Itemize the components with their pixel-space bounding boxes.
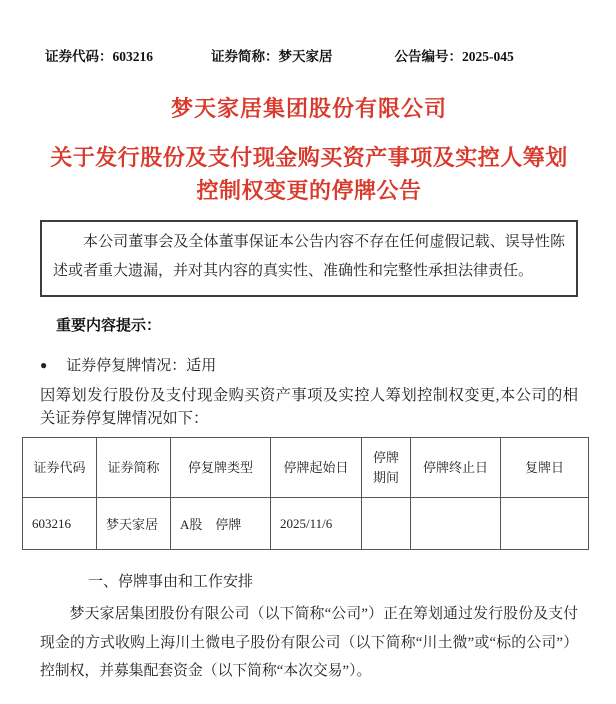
table-row <box>23 498 589 550</box>
col-header-stock-name: 证券简称 <box>97 438 171 498</box>
announcement-title <box>40 141 578 207</box>
col-header-end-date: 停牌终止日 <box>411 438 501 498</box>
suspension-reason-paragraph: 因筹划发行股份及支付现金购买资产事项及实控人筹划控制权变更,本公司的相关证券停复牌情况如下： <box>40 387 578 427</box>
announcement-title-line1: 关于发行股份及支付现金购买资产事项及实控人筹划 <box>50 145 568 170</box>
col-header-suspension-type: 停复牌类型 <box>171 438 271 498</box>
cell-start-date: 2025/11/6 <box>271 498 362 550</box>
cell-period <box>362 498 411 550</box>
announcement-no-label: 公告编号： <box>394 49 462 64</box>
stock-code-group <box>45 45 153 65</box>
announcement-no-group <box>395 45 514 65</box>
stock-name-group <box>211 45 333 65</box>
bullet-dot-icon: ● <box>40 358 48 372</box>
company-title: 梦天家居集团股份有限公司 <box>170 96 447 121</box>
table-header-row <box>23 438 589 498</box>
col-header-resume-date: 复牌日 <box>501 438 589 498</box>
announcement-no-value: 2025-045 <box>462 49 514 64</box>
col-header-start-date: 停牌起始日 <box>271 438 362 498</box>
important-notice-heading: 重要内容提示： <box>56 318 162 334</box>
stock-name-value: 梦天家居 <box>278 49 333 64</box>
stock-name-label: 证券简称： <box>211 49 279 64</box>
suspension-status-text: 证券停复牌情况：适用 <box>66 358 217 374</box>
suspension-table <box>22 437 589 550</box>
cell-resume-date <box>501 498 589 550</box>
stock-code-label: 证券代码： <box>45 49 113 64</box>
cell-end-date <box>411 498 501 550</box>
announcement-title-line2: 控制权变更的停牌公告 <box>196 178 422 203</box>
stock-code-value: 603216 <box>112 49 153 64</box>
section-one-paragraph: 梦天家居集团股份有限公司（以下简称“公司”）正在筹划通过发行股份及支付现金的方式收购上海川土微电子股份有限公司（以下简称“川土微”或“标的公司”）控制权，并募集配套资金（以下简称“本次交易”）。 <box>40 606 578 679</box>
section-one-heading: 一、停牌事由和工作安排 <box>88 574 254 590</box>
cell-stock-code: 603216 <box>23 498 97 550</box>
col-header-period: 停牌期间 <box>362 438 411 498</box>
col-header-stock-code: 证券代码 <box>23 438 97 498</box>
cell-stock-name: 梦天家居 <box>97 498 171 550</box>
suspension-status-bullet-line <box>40 354 578 375</box>
board-declaration-box: 本公司董事会及全体董事保证本公告内容不存在任何虚假记载、误导性陈述或者重大遗漏，并对其内容的真实性、准确性和完整性承担法律责任。 <box>40 220 578 297</box>
cell-suspension-type: A股 停牌 <box>171 498 271 550</box>
securities-info-line <box>40 45 578 65</box>
